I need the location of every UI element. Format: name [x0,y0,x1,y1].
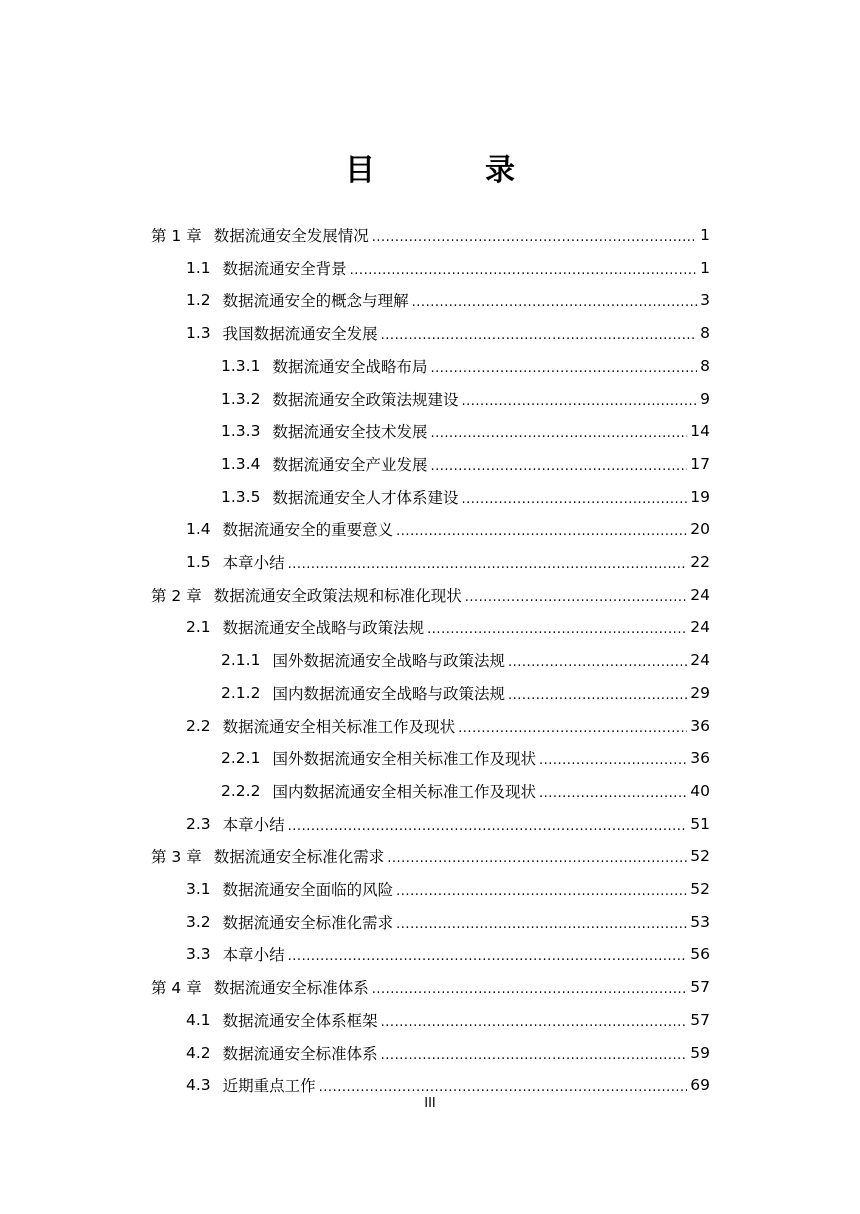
toc-entry-page: 8 [700,324,710,343]
toc-entry-page: 51 [690,814,710,833]
toc-dot-leader [288,816,688,834]
toc-entry-page: 17 [690,454,710,473]
toc-entry-number: 第 4 章 [151,979,202,998]
toc-entry-title: 数据流通安全政策法规和标准化现状 [213,586,462,605]
toc-dot-leader [412,292,697,310]
toc-entry-number: 第 1 章 [151,227,202,245]
toc-entry-page: 59 [690,1043,710,1062]
toc-entry-number: 第 3 章 [151,848,202,867]
toc-entry-page: 56 [690,945,710,964]
toc-entry-title: 数据流通安全政策法规建设 [272,390,459,409]
toc-entry-page: 24 [690,651,710,670]
toc-entry[interactable] [0,252,710,284]
toc-entry[interactable] [0,481,710,513]
toc-entry-page: 8 [700,356,710,375]
toc-entry-number: 1.3.4 [221,454,261,473]
toc-entry[interactable] [0,317,710,349]
toc-entry-number: 2.2 [186,716,211,735]
toc-dot-leader [539,783,687,801]
toc-entry-number: 1.3.5 [221,487,261,506]
toc-entry-title: 数据流通安全体系框架 [222,1011,378,1030]
toc-dot-leader [372,979,688,997]
toc-entry-title: 数据流通安全人才体系建设 [272,488,459,507]
toc-entry-number: 1.3.2 [221,389,261,408]
toc-dot-leader [461,391,697,409]
toc-dot-leader [430,423,687,441]
toc-entry-title: 数据流通安全相关标准工作及现状 [222,717,456,736]
toc-entry-page: 29 [690,683,710,702]
toc-entry-page: 53 [690,912,710,931]
toc-entry[interactable] [0,284,710,316]
toc-entry-page: 36 [690,749,710,768]
toc-entry-number: 2.3 [186,814,211,833]
toc-entry-page: 9 [700,389,710,408]
toc-dot-leader [381,1012,688,1030]
toc-entry[interactable] [0,775,710,807]
toc-entry[interactable] [0,219,710,251]
toc-dot-leader [539,750,687,768]
toc-dot-leader [465,587,688,605]
toc-entry-title: 我国数据流通安全发展 [222,325,378,344]
toc-entry-title: 数据流通安全的重要意义 [222,521,394,540]
toc-entry-page: 69 [690,1076,710,1095]
toc-entry[interactable] [0,677,710,709]
toc-entry-number: 第 2 章 [151,586,202,605]
toc-entry[interactable] [0,383,710,415]
toc-entry-title: 国内数据流通安全相关标准工作及现状 [272,782,536,801]
toc-entry-page: 36 [690,716,710,735]
toc-entry-title: 近期重点工作 [222,1077,316,1096]
toc-entry-title: 数据流通安全标准化需求 [222,913,394,932]
toc-entry-title: 数据流通安全标准体系 [213,979,369,998]
toc-dot-leader [458,718,687,736]
toc-dot-leader [319,1077,688,1095]
toc-entry-page: 14 [690,422,710,441]
toc-entry-number: 2.1.1 [221,651,261,670]
toc-entry-title: 国外数据流通安全相关标准工作及现状 [272,750,536,769]
toc-entry[interactable] [0,971,710,1003]
toc-dot-leader [396,521,687,539]
toc-dot-leader [508,685,687,703]
toc-entry-title: 数据流通安全产业发展 [272,455,428,474]
toc-entry-title: 数据流通安全发展情况 [213,227,369,245]
toc-entry-title: 数据流通安全标准体系 [222,1044,378,1063]
toc-entry-page: 52 [690,880,710,898]
toc-entry-number: 1.3 [186,324,211,343]
toc-entry-title: 本章小结 [222,946,285,965]
toc-entry-page: 19 [690,487,710,506]
toc-entry[interactable] [0,350,710,382]
toc-dot-leader [508,652,687,670]
toc-dot-leader [381,1045,688,1063]
toc-dot-leader [396,914,687,932]
toc-dot-leader [381,325,697,343]
toc-entry-number: 1.3.1 [221,356,261,375]
toc-entry[interactable] [0,1037,710,1069]
toc-entry[interactable] [0,448,710,480]
toc-entry-page: 40 [690,781,710,800]
toc-entry-page: 1 [700,226,710,244]
toc-entry-page: 20 [690,520,710,539]
toc-entry-number: 3.3 [186,945,211,964]
toc-entry[interactable] [0,579,710,611]
toc-entry-page: 22 [690,553,710,571]
toc-entry[interactable] [0,938,710,970]
toc-entry-title: 数据流通安全标准化需求 [213,848,385,867]
toc-entry-number: 1.5 [186,553,211,571]
toc-entry-page: 57 [690,1010,710,1029]
toc-entry-number: 1.3.3 [221,422,261,441]
toc-entry[interactable] [0,1004,710,1036]
toc-entry-title: 国外数据流通安全战略与政策法规 [272,652,505,671]
toc-entry-number: 3.2 [186,912,211,931]
toc-entry-number: 1.2 [186,291,211,310]
toc-dot-leader [288,554,688,572]
toc-entry-page: 3 [700,291,710,310]
toc-entry-number: 2.1.2 [221,683,261,702]
toc-entry-number: 1.4 [186,520,211,539]
toc-entry-title: 数据流通安全的概念与理解 [222,292,409,311]
toc-entry[interactable] [0,513,710,545]
toc-entry-title: 本章小结 [222,554,285,572]
toc-entry[interactable] [0,644,710,676]
toc-entry-page: 57 [690,978,710,997]
toc-entry-number: 2.2.2 [221,781,261,800]
toc-entry-page: 24 [690,618,710,637]
toc-entry[interactable] [0,611,710,643]
toc-entry-number: 2.1 [186,618,211,637]
toc-entry-title: 数据流通安全面临的风险 [222,881,394,899]
toc-entry-title: 数据流通安全技术发展 [272,423,428,442]
toc-entry-page: 24 [690,585,710,604]
toc-entry[interactable] [0,415,710,447]
toc-entry[interactable] [0,546,710,578]
toc-entry-number: 4.1 [186,1010,211,1029]
toc-entry-number: 2.2.1 [221,749,261,768]
toc-dot-leader [430,456,687,474]
toc-entry-number: 1.1 [186,258,211,277]
toc-entry-title: 本章小结 [222,815,285,834]
toc-entry[interactable] [0,808,710,840]
toc-dot-leader [396,881,687,899]
toc-dot-leader [387,848,687,866]
toc-entry-title: 国内数据流通安全战略与政策法规 [272,684,505,703]
toc-dot-leader [372,227,697,245]
toc-entry-number: 3.1 [186,880,211,898]
toc-dot-leader [288,946,688,964]
toc-entry[interactable] [0,742,710,774]
toc-dot-leader [350,260,697,278]
toc-entry-page: 1 [700,258,710,277]
toc-entry-title: 数据流通安全背景 [222,259,347,278]
page-title: 目 录 [345,153,555,188]
toc-entry-title: 数据流通安全战略与政策法规 [222,619,425,638]
toc-dot-leader [461,489,687,507]
toc-dot-leader [427,619,687,637]
toc-entry-page: 52 [690,847,710,866]
toc-entry-number: 4.2 [186,1043,211,1062]
toc-entry-number: 4.3 [186,1076,211,1095]
toc-entry[interactable] [0,840,710,872]
toc-entry[interactable] [0,906,710,938]
page-number: III [424,1096,436,1111]
toc-entry[interactable] [0,873,710,905]
toc-dot-leader [430,358,697,376]
toc-entry[interactable] [0,710,710,742]
toc-entry-title: 数据流通安全战略布局 [272,357,428,376]
